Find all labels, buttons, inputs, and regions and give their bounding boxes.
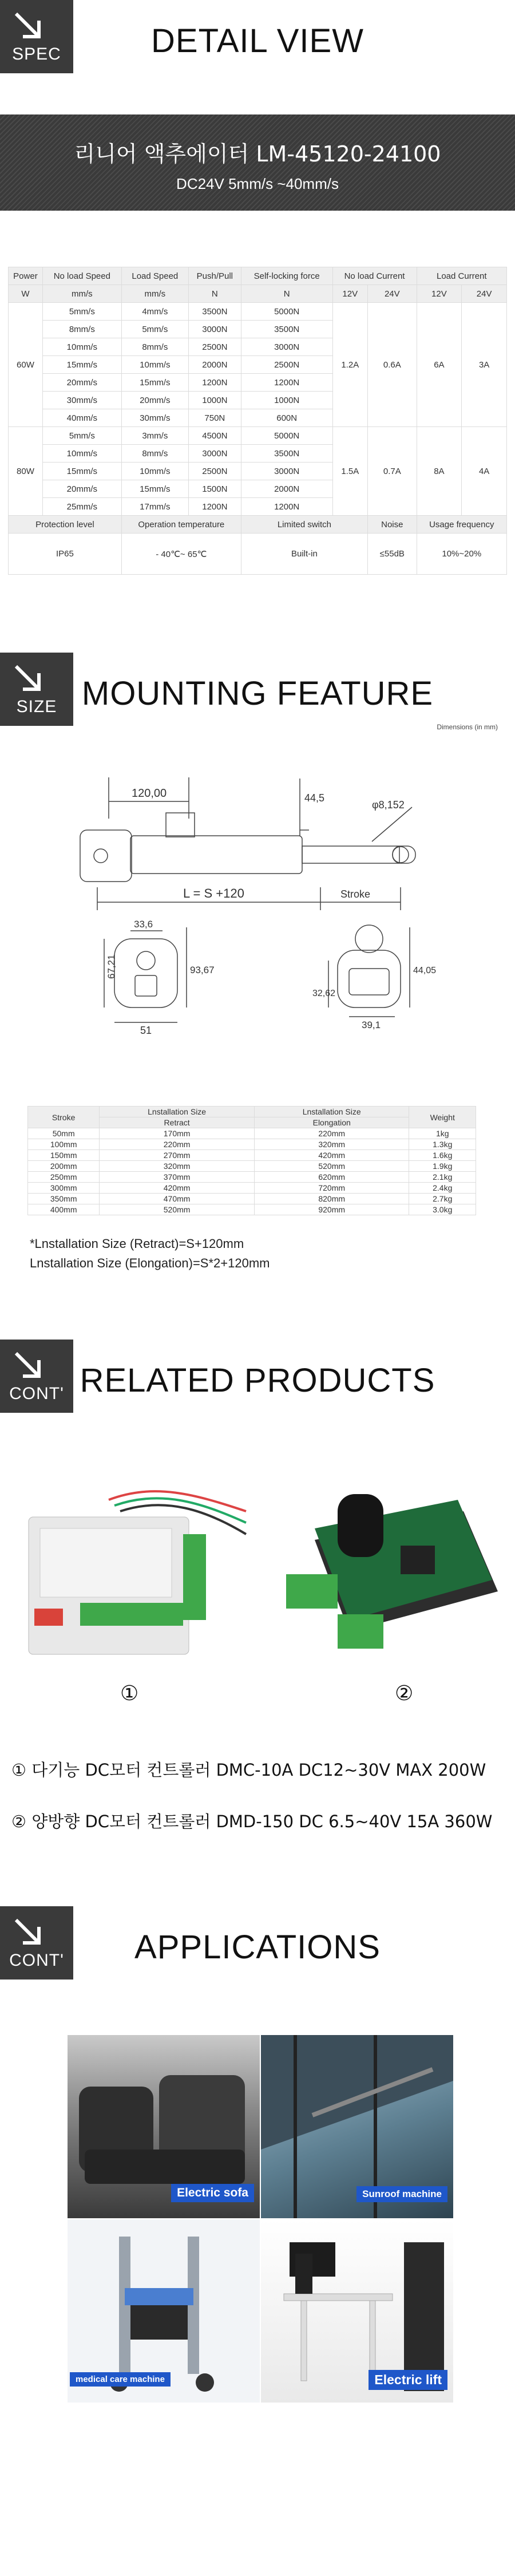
- table-cell: 3000N: [188, 445, 241, 463]
- table-cell: 8mm/s: [42, 321, 121, 338]
- product-banner-title: 리니어 액추에이터 LM-45120-24100: [74, 141, 441, 167]
- header-cell: Power: [9, 267, 43, 285]
- table-cell: 1500N: [188, 480, 241, 498]
- current-cell: 4A: [462, 427, 507, 516]
- table-row: [28, 1139, 476, 1150]
- table-cell: 15mm/s: [42, 356, 121, 374]
- table-cell: 420mm: [100, 1183, 255, 1194]
- header-cell: Lnstallation Size: [100, 1107, 255, 1117]
- table-cell: 220mm: [254, 1128, 409, 1139]
- table-cell: 2500N: [188, 338, 241, 356]
- table-cell: 4mm/s: [121, 303, 188, 321]
- table-cell: 8mm/s: [121, 445, 188, 463]
- table-cell: ≤55dB: [368, 534, 417, 575]
- dim-diameter: φ8,152: [372, 799, 405, 811]
- note-retract: *Lnstallation Size (Retract)=S+120mm: [30, 1236, 244, 1251]
- table-cell: 50mm: [28, 1128, 100, 1139]
- product-banner-subtitle: DC24V 5mm/s ~40mm/s: [176, 175, 339, 192]
- electric-lift-image: [261, 2219, 453, 2403]
- table-row: [9, 427, 507, 445]
- installation-size-table: [27, 1106, 476, 1215]
- table-cell: 1200N: [241, 374, 332, 392]
- spec-badge-label: SPEC: [12, 45, 61, 64]
- dim-h2: 93,67: [190, 965, 215, 975]
- table-cell: 220mm: [100, 1139, 255, 1150]
- spec-title: DETAIL VIEW: [151, 22, 364, 60]
- header-cell: Elongation: [254, 1117, 409, 1128]
- header-cell: mm/s: [42, 285, 121, 303]
- table-row: [9, 534, 507, 575]
- dim-stroke: Stroke: [340, 888, 371, 900]
- table-cell: 1.3kg: [409, 1139, 476, 1150]
- header-cell: Load Speed: [121, 267, 188, 285]
- table-cell: 600N: [241, 409, 332, 427]
- dimensions-note: Dimensions (in mm): [437, 723, 498, 731]
- header-cell: N: [188, 285, 241, 303]
- table-cell: IP65: [9, 534, 122, 575]
- related-title: RELATED PRODUCTS: [80, 1362, 435, 1399]
- table-cell: 3500N: [241, 321, 332, 338]
- table-cell: 200mm: [28, 1161, 100, 1172]
- table-cell: 10%~20%: [417, 534, 506, 575]
- medical-care-machine-image: [68, 2219, 260, 2403]
- header-cell: N: [241, 285, 332, 303]
- table-cell: 30mm/s: [121, 409, 188, 427]
- header-cell: mm/s: [121, 285, 188, 303]
- table-cell: 1.9kg: [409, 1161, 476, 1172]
- table-row: [28, 1150, 476, 1161]
- size-title: MOUNTING FEATURE: [81, 675, 434, 712]
- current-cell: 0.6A: [368, 303, 417, 427]
- table-cell: 350mm: [28, 1194, 100, 1204]
- related-section-header: [0, 1340, 515, 1420]
- product-line-2: ② 양방향 DC모터 컨트롤러 DMD-150 DC 6.5~40V 15A 360W: [11, 1812, 493, 1831]
- note-elongation: Lnstallation Size (Elongation)=S*2+120mm: [30, 1256, 270, 1270]
- table-cell: 3000N: [241, 338, 332, 356]
- table-cell: 100mm: [28, 1139, 100, 1150]
- table-cell: 10mm/s: [121, 463, 188, 480]
- table-cell: 270mm: [100, 1150, 255, 1161]
- table-row: [9, 516, 507, 534]
- table-cell: 3500N: [188, 303, 241, 321]
- table-cell: 370mm: [100, 1172, 255, 1183]
- table-cell: Built-in: [241, 534, 367, 575]
- table-cell: 520mm: [100, 1204, 255, 1215]
- dim-h3: 32,62: [312, 989, 336, 998]
- header-cell: No load Current: [332, 267, 417, 285]
- header-cell: Limited switch: [241, 516, 367, 534]
- table-cell: 750N: [188, 409, 241, 427]
- table-cell: 3000N: [188, 321, 241, 338]
- current-cell: 0.7A: [368, 427, 417, 516]
- dim-w3: 39,1: [362, 1020, 381, 1030]
- table-cell: 3500N: [241, 445, 332, 463]
- header-cell: Weight: [409, 1107, 476, 1128]
- size-section-header: [0, 653, 515, 733]
- table-cell: 400mm: [28, 1204, 100, 1215]
- table-cell: 2000N: [188, 356, 241, 374]
- controller-dmc-image: [23, 1477, 252, 1672]
- table-cell: 1kg: [409, 1128, 476, 1139]
- table-cell: 25mm/s: [42, 498, 121, 516]
- table-row: [28, 1194, 476, 1204]
- current-cell: 1.2A: [332, 303, 368, 427]
- header-cell: Stroke: [28, 1107, 100, 1128]
- table-cell: 1200N: [188, 374, 241, 392]
- dim-h1: 67,21: [106, 954, 117, 979]
- table-cell: 40mm/s: [42, 409, 121, 427]
- table-cell: 420mm: [254, 1150, 409, 1161]
- table-cell: 10mm/s: [121, 356, 188, 374]
- table-cell: 5000N: [241, 427, 332, 445]
- product-line-1: ① 다기능 DC모터 컨트롤러 DMC-10A DC12~30V MAX 200W: [11, 1760, 486, 1780]
- header-cell: Retract: [100, 1117, 255, 1128]
- table-cell: 470mm: [100, 1194, 255, 1204]
- header-cell: 24V: [368, 285, 417, 303]
- dim-h4: 44,05: [413, 966, 437, 975]
- header-cell: 12V: [417, 285, 462, 303]
- spec-section-header: [0, 0, 515, 80]
- size-badge-label: SIZE: [16, 697, 57, 716]
- table-cell: 250mm: [28, 1172, 100, 1183]
- table-cell: 150mm: [28, 1150, 100, 1161]
- applications-badge-label: CONT': [9, 1951, 64, 1970]
- table-cell: 17mm/s: [121, 498, 188, 516]
- dim-w1: 33,6: [134, 919, 153, 930]
- table-cell: 20mm/s: [42, 480, 121, 498]
- table-cell: 15mm/s: [121, 374, 188, 392]
- table-cell: 2500N: [241, 356, 332, 374]
- table-cell: 1200N: [188, 498, 241, 516]
- table-cell: 3mm/s: [121, 427, 188, 445]
- header-cell: Push/Pull: [188, 267, 241, 285]
- table-row: [28, 1107, 476, 1117]
- current-cell: 8A: [417, 427, 462, 516]
- table-cell: 2.7kg: [409, 1194, 476, 1204]
- table-row: [28, 1183, 476, 1194]
- table-cell: 5000N: [241, 303, 332, 321]
- table-row: [28, 1161, 476, 1172]
- header-cell: No load Speed: [42, 267, 121, 285]
- current-cell: 6A: [417, 303, 462, 427]
- controller-dmd-image: [275, 1477, 504, 1672]
- product-banner: [0, 114, 515, 211]
- app-label-electric-lift: Electric lift: [369, 2370, 447, 2390]
- current-cell: 3A: [462, 303, 507, 427]
- table-cell: - 40℃~ 65℃: [121, 534, 241, 575]
- spec-table: [8, 267, 507, 575]
- table-cell: 3000N: [241, 463, 332, 480]
- table-cell: 5mm/s: [42, 303, 121, 321]
- app-label-sunroof-machine: Sunroof machine: [356, 2186, 447, 2202]
- table-cell: 300mm: [28, 1183, 100, 1194]
- table-cell: 320mm: [100, 1161, 255, 1172]
- table-cell: 2000N: [241, 480, 332, 498]
- sunroof-machine-image: [261, 2035, 453, 2218]
- table-cell: 1200N: [241, 498, 332, 516]
- table-cell: 2.4kg: [409, 1183, 476, 1194]
- current-cell: 1.5A: [332, 427, 368, 516]
- table-cell: 20mm/s: [42, 374, 121, 392]
- table-cell: 320mm: [254, 1139, 409, 1150]
- table-cell: 2.1kg: [409, 1172, 476, 1183]
- app-label-medical-care-machine: medical care machine: [70, 2372, 171, 2387]
- table-cell: 1000N: [188, 392, 241, 409]
- header-cell: Noise: [368, 516, 417, 534]
- dim-length: L = S +120: [183, 886, 244, 900]
- power-cell: 60W: [9, 303, 43, 427]
- table-cell: 10mm/s: [42, 338, 121, 356]
- table-cell: 820mm: [254, 1194, 409, 1204]
- power-cell: 80W: [9, 427, 43, 516]
- applications-section-header: [0, 1906, 515, 1986]
- dim-w2: 51: [140, 1025, 152, 1036]
- table-cell: 3.0kg: [409, 1204, 476, 1215]
- table-row: [28, 1204, 476, 1215]
- header-cell: Self-locking force: [241, 267, 332, 285]
- product-number-1: ①: [120, 1682, 139, 1705]
- table-cell: 5mm/s: [121, 321, 188, 338]
- table-cell: 10mm/s: [42, 445, 121, 463]
- table-row: [9, 303, 507, 321]
- mounting-drawing: [0, 744, 515, 1042]
- app-label-electric-sofa: Electric sofa: [171, 2184, 254, 2202]
- table-cell: 720mm: [254, 1183, 409, 1194]
- table-cell: 1000N: [241, 392, 332, 409]
- table-cell: 920mm: [254, 1204, 409, 1215]
- table-cell: 15mm/s: [42, 463, 121, 480]
- table-cell: 170mm: [100, 1128, 255, 1139]
- header-cell: 12V: [332, 285, 368, 303]
- related-badge-label: CONT': [9, 1384, 64, 1403]
- header-cell: W: [9, 285, 43, 303]
- table-cell: 30mm/s: [42, 392, 121, 409]
- table-cell: 5mm/s: [42, 427, 121, 445]
- header-cell: Usage frequency: [417, 516, 506, 534]
- electric-sofa-image: [68, 2035, 260, 2218]
- dim-top-width: 120,00: [132, 787, 167, 800]
- table-cell: 20mm/s: [121, 392, 188, 409]
- table-row: [9, 267, 507, 285]
- actuator-rear-view: [328, 925, 410, 1017]
- table-row: [9, 285, 507, 303]
- table-cell: 15mm/s: [121, 480, 188, 498]
- table-row: [28, 1172, 476, 1183]
- table-cell: 8mm/s: [121, 338, 188, 356]
- table-cell: 1.6kg: [409, 1150, 476, 1161]
- header-cell: Load Current: [417, 267, 506, 285]
- header-cell: Protection level: [9, 516, 122, 534]
- table-cell: 520mm: [254, 1161, 409, 1172]
- header-cell: 24V: [462, 285, 507, 303]
- dim-height-small: 44,5: [304, 792, 325, 804]
- applications-title: APPLICATIONS: [134, 1929, 381, 1966]
- table-cell: 4500N: [188, 427, 241, 445]
- product-number-2: ②: [395, 1682, 414, 1705]
- header-cell: Operation temperature: [121, 516, 241, 534]
- header-cell: Lnstallation Size: [254, 1107, 409, 1117]
- table-row: [28, 1128, 476, 1139]
- table-cell: 620mm: [254, 1172, 409, 1183]
- table-cell: 2500N: [188, 463, 241, 480]
